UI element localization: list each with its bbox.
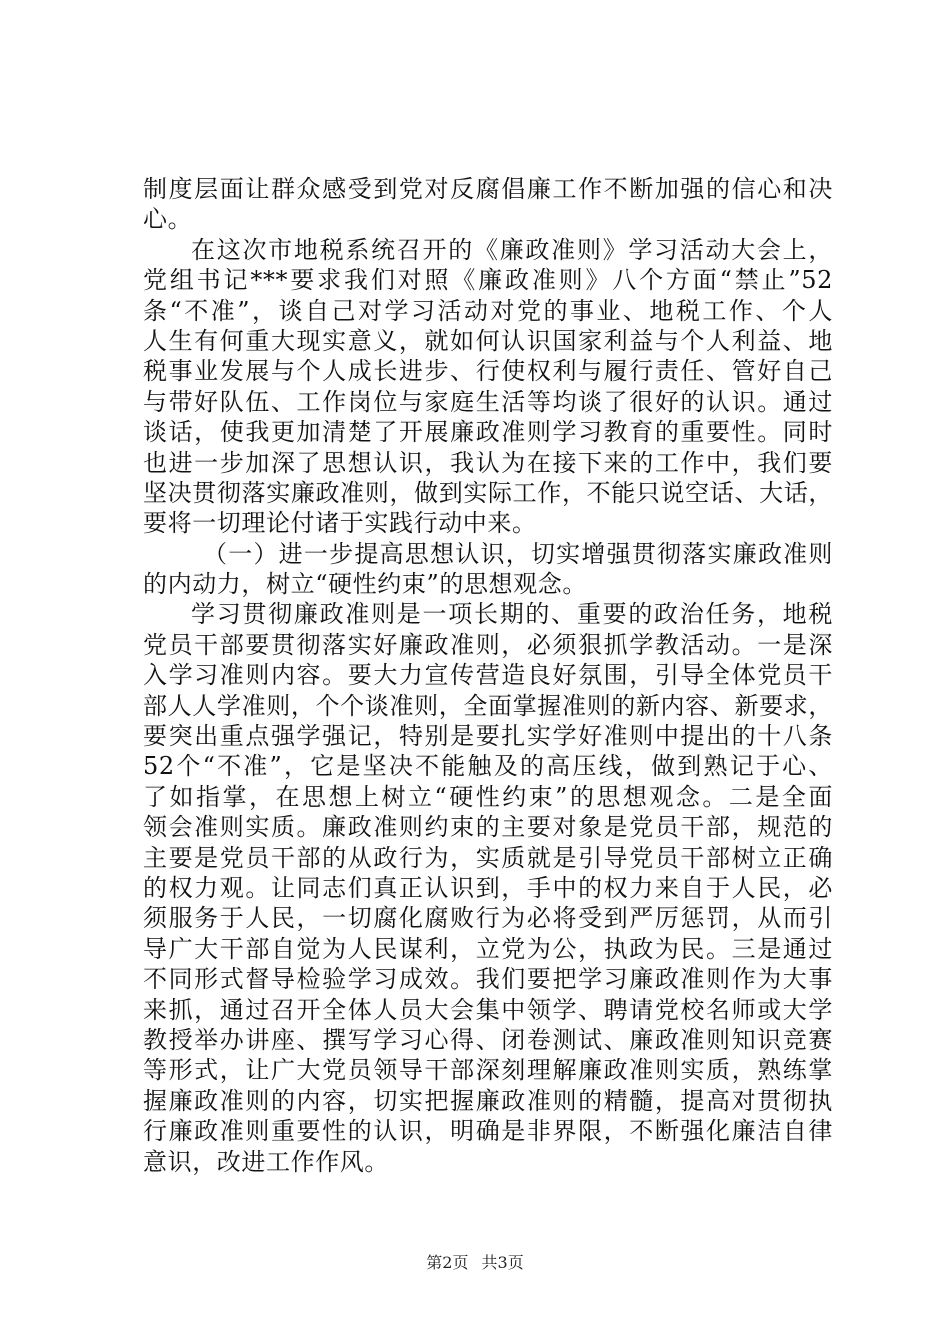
- text-line: 教授举办讲座、撰写学习心得、闭卷测试、廉政准则知识竞赛: [143, 1025, 833, 1054]
- text-line: 部人人学准则，个个谈准则，全面掌握准则的新内容、新要求，: [143, 691, 833, 720]
- text-line: 税事业发展与个人成长进步、行使权利与履行责任、管好自己: [143, 357, 833, 386]
- text-line: 不同形式督导检验学习成效。我们要把学习廉政准则作为大事: [143, 965, 833, 994]
- document-body: [143, 174, 833, 1177]
- text-line: 了如指掌，在思想上树立“硬性约束”的思想观念。二是全面: [143, 782, 833, 811]
- text-line: （一）进一步提高思想认识，切实增强贯彻落实廉政准则: [203, 539, 833, 568]
- text-line: 人生有何重大现实意义，就如何认识国家利益与个人利益、地: [143, 326, 833, 355]
- page-footer: [0, 1253, 950, 1273]
- text-line: 意识，改进工作作风。: [143, 1147, 389, 1176]
- text-line: 主要是党员干部的从政行为，实质就是引导党员干部树立正确: [143, 843, 833, 872]
- text-line: 的权力观。让同志们真正认识到，手中的权力来自于人民，必: [143, 873, 833, 902]
- text-line: 心。: [143, 205, 193, 234]
- text-line: 学习贯彻廉政准则是一项长期的、重要的政治任务，地税: [191, 600, 833, 629]
- text-line: 的内动力，树立“硬性约束”的思想观念。: [143, 570, 587, 599]
- text-line: 也进一步加深了思想认识，我认为在接下来的工作中，我们要: [143, 448, 833, 477]
- text-line: 要突出重点强学强记，特别是要扎实学好准则中提出的十八条: [143, 722, 833, 751]
- text-line: 导广大干部自觉为人民谋利，立党为公，执政为民。三是通过: [143, 934, 833, 963]
- text-line: 须服务于人民，一切腐化腐败行为必将受到严厉惩罚，从而引: [143, 904, 833, 933]
- text-line: 等形式，让广大党员领导干部深刻理解廉政准则实质，熟练掌: [143, 1056, 833, 1085]
- text-line: 制度层面让群众感受到党对反腐倡廉工作不断加强的信心和决: [143, 175, 833, 203]
- text-line: 党员干部要贯彻落实好廉政准则，必须狠抓学教活动。一是深: [143, 630, 833, 659]
- text-line: 领会准则实质。廉政准则约束的主要对象是党员干部，规范的: [143, 813, 833, 842]
- text-line: 握廉政准则的内容，切实把握廉政准则的精髓，提高对贯彻执: [143, 1086, 833, 1115]
- text-line: 要将一切理论付诸于实践行动中来。: [143, 509, 537, 538]
- text-line: 党组书记***要求我们对照《廉政准则》八个方面“禁止”52: [143, 266, 833, 295]
- page-total: 共3页: [481, 1253, 524, 1272]
- text-line: 条“不准”，谈自己对学习活动对党的事业、地税工作、个人: [143, 296, 833, 325]
- text-line: 来抓，通过召开全体人员大会集中领学、聘请党校名师或大学: [143, 995, 833, 1024]
- text-line: 52个“不准”，它是坚决不能触及的高压线，做到熟记于心、: [143, 752, 833, 781]
- text-line: 在这次市地税系统召开的《廉政准则》学习活动大会上，: [191, 235, 833, 264]
- text-line: 与带好队伍、工作岗位与家庭生活等均谈了很好的认识。通过: [143, 387, 833, 416]
- page-number: 第2页: [426, 1253, 469, 1272]
- text-line: 入学习准则内容。要大力宣传营造良好氛围，引导全体党员干: [143, 661, 833, 690]
- text-line: 谈话，使我更加清楚了开展廉政准则学习教育的重要性。同时: [143, 418, 833, 447]
- text-line: 行廉政准则重要性的认识，明确是非界限，不断强化廉洁自律: [143, 1117, 833, 1146]
- text-line: 坚决贯彻落实廉政准则，做到实际工作，不能只说空话、大话，: [143, 478, 833, 507]
